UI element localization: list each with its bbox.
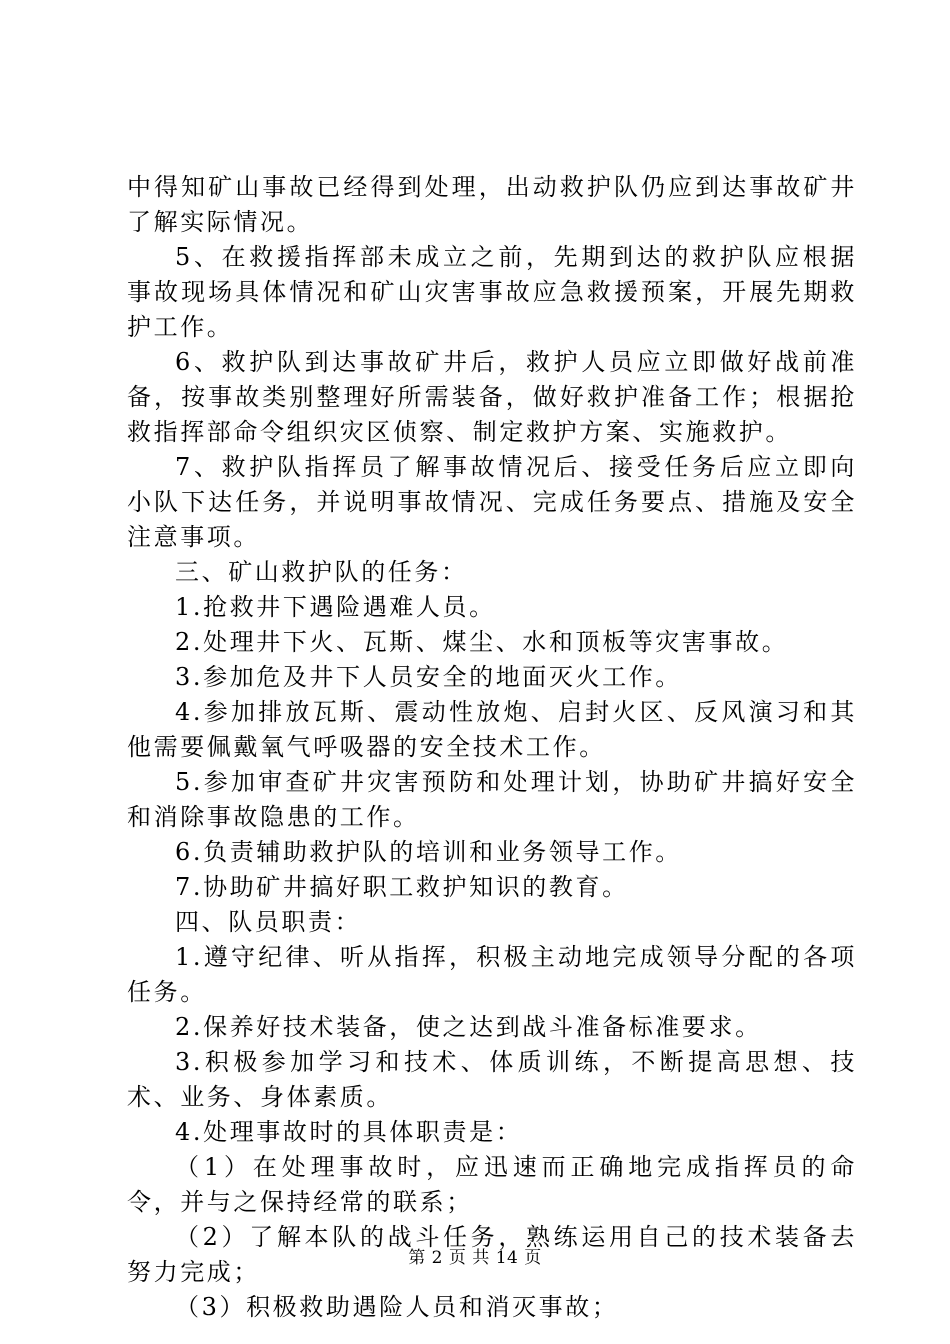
paragraph: 6、救护队到达事故矿井后，救护人员应立即做好战前准备，按事故类别整理好所需装备，做好救护准备工作；根据抢救指挥部命令组织灾区侦察、制定救护方案、实施救护。 <box>127 348 857 446</box>
paragraph: 四、队员职责： <box>175 908 362 936</box>
paragraph: 1.抢救井下遇险遇难人员。 <box>175 593 496 621</box>
paragraph: （2）了解本队的战斗任务，熟练运用自己的技术装备去努力完成； <box>127 1223 857 1286</box>
paragraph: 7、救护队指挥员了解事故情况后、接受任务后应立即向小队下达任务，并说明事故情况、完成任务要点、措施及安全注意事项。 <box>127 453 857 551</box>
paragraph: 4.参加排放瓦斯、震动性放炮、启封火区、反风演习和其他需要佩戴氧气呼吸器的安全技术工作。 <box>127 698 857 761</box>
document-body <box>127 170 857 1325</box>
paragraph: 3.积极参加学习和技术、体质训练，不断提高思想、技术、业务、身体素质。 <box>127 1048 857 1111</box>
page-number-footer: 第 2 页 共 14 页 <box>408 1248 542 1268</box>
paragraph: 2.处理井下火、瓦斯、煤尘、水和顶板等灾害事故。 <box>175 628 789 656</box>
paragraph: 4.处理事故时的具体职责是： <box>175 1118 523 1146</box>
paragraph: 2.保养好技术装备，使之达到战斗准备标准要求。 <box>175 1013 762 1041</box>
paragraph: （1）在处理事故时，应迅速而正确地完成指挥员的命令，并与之保持经常的联系； <box>127 1153 857 1216</box>
paragraph: （3）积极救助遇险人员和消灭事故； <box>175 1293 619 1321</box>
paragraph: 三、矿山救护队的任务： <box>175 558 468 586</box>
paragraph: 3.参加危及井下人员安全的地面灭火工作。 <box>175 663 682 691</box>
paragraph: 6.负责辅助救护队的培训和业务领导工作。 <box>175 838 682 866</box>
paragraph: 1.遵守纪律、听从指挥，积极主动地完成领导分配的各项任务。 <box>127 943 857 1006</box>
paragraph: 5.参加审查矿井灾害预防和处理计划，协助矿井搞好安全和消除事故隐患的工作。 <box>127 768 857 831</box>
paragraph: 中得知矿山事故已经得到处理，出动救护队仍应到达事故矿井了解实际情况。 <box>127 173 857 236</box>
paragraph: 5、在救援指挥部未成立之前，先期到达的救护队应根据事故现场具体情况和矿山灾害事故应急救援预案，开展先期救护工作。 <box>127 243 857 341</box>
paragraph: 7.协助矿井搞好职工救护知识的教育。 <box>175 873 629 901</box>
